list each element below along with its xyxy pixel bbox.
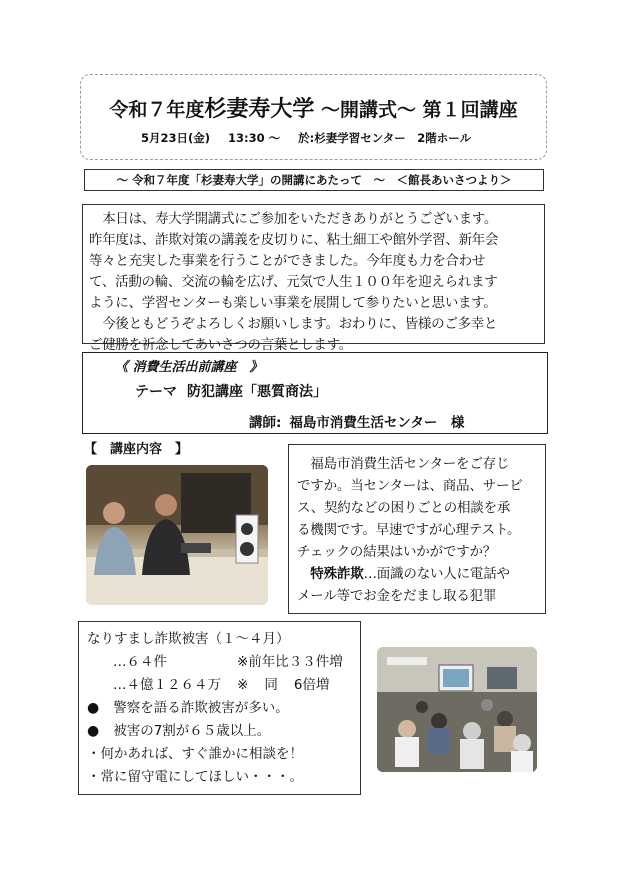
greeting-line: ように、学習センターも楽しい事業を展開して参りたいと思います。 <box>89 295 497 311</box>
info-line: 福島市消費生活センターをご存じ <box>297 456 510 472</box>
info-line: チェックの結果はいかがですか？ <box>297 544 497 560</box>
event-date: 5月23日(金) <box>141 131 211 145</box>
title-banner <box>80 74 547 160</box>
fraud-bullet-item: ● 警察を語る詐欺被害が多い。 <box>87 700 289 716</box>
consumer-center-info <box>288 444 546 614</box>
fraud-stats-box <box>78 621 361 795</box>
title-prefix: 令和７年度 <box>109 99 205 121</box>
date-line <box>141 130 485 146</box>
lecture-photo-image <box>86 465 268 605</box>
audience-photo <box>377 647 537 772</box>
fraud-title: なりすまし詐欺被害（１～４月） <box>87 631 290 647</box>
special-fraud-text: …面識のない人に電話や <box>363 566 510 582</box>
fraud-tip: ・何かあれば、すぐ誰かに相談を！ <box>87 746 303 762</box>
info-line: メール等でお金をだまし取る犯罪 <box>297 588 497 604</box>
title-main: 杉妻寿大学 <box>204 97 315 122</box>
fraud-amount-mark: ※ <box>237 677 249 693</box>
content-heading: 【 講座内容 】 <box>84 442 189 457</box>
greeting-line: 本日は、寿大学開講式にご参加をいただきありがとうございます。 <box>89 211 498 227</box>
lecture-photo <box>86 465 268 605</box>
info-line: る機関です。早速ですが心理テスト。 <box>297 522 521 538</box>
fraud-amount-same: 同 <box>264 677 278 693</box>
event-venue: 於:杉妻学習センター 2階ホール <box>298 131 472 145</box>
lecture-lecturer <box>249 411 472 431</box>
fraud-amount: …４億１２６４万 <box>113 677 221 693</box>
greeting-line: て、活動の輪、交流の輪を広げ、元気で人生１００年を迎えられます <box>89 274 498 290</box>
greeting-line: ご健勝を祈念してあいさつの言葉とします。 <box>89 337 352 353</box>
fraud-bullet-item: ● 被害の7割が６５歳以上。 <box>87 723 271 739</box>
fraud-count: …６４件 <box>113 654 167 670</box>
theme-text: 防犯講座「悪質商法」 <box>187 384 327 400</box>
fraud-count-note: ※前年比３３件増 <box>237 654 343 670</box>
greeting-line: 今後ともどうぞよろしくお願いします。おわりに、皆様のご多幸と <box>89 316 498 332</box>
page-title <box>81 92 546 123</box>
event-time: 13:30 ～ <box>228 131 281 145</box>
fraud-amount-note: 6倍増 <box>293 677 330 693</box>
greeting-line: 等々と充実した事業を行うことができました。今年度も力を合わせ <box>89 253 485 269</box>
greeting-heading: ～ 令和７年度「杉妻寿大学」の開講にあたって ～ ＜館長あいさつより＞ <box>84 169 544 191</box>
lecturer-label: 講師: <box>249 415 282 431</box>
greeting-box <box>82 204 545 353</box>
greeting-line: 昨年度は、詐欺対策の講義を皮切りに、粘土細工や館外学習、新年会 <box>89 232 499 248</box>
black-circle-icon: ● <box>87 723 100 739</box>
info-line <box>297 563 539 585</box>
special-fraud-label: 特殊詐欺 <box>297 566 364 582</box>
fraud-tip: ・常に留守電にしてほしい・・・。 <box>87 769 303 785</box>
lecture-name: 《 消費生活出前講座 》 <box>115 360 263 375</box>
theme-label: テーマ <box>135 384 177 400</box>
lecture-box <box>82 352 548 434</box>
lecturer-name: 福島市消費生活センター 様 <box>289 415 465 431</box>
lecture-theme <box>135 381 337 401</box>
fraud-count-line <box>87 651 354 674</box>
audience-photo-image <box>377 647 537 772</box>
info-line: ス、契約などの困りごとの相談を承 <box>297 500 511 516</box>
fraud-amount-line <box>87 674 354 697</box>
info-line: ですか。当センターは、商品、サービ <box>297 478 523 494</box>
black-circle-icon: ● <box>87 700 100 716</box>
title-suffix: ～開講式～ 第１回講座 <box>314 99 518 121</box>
